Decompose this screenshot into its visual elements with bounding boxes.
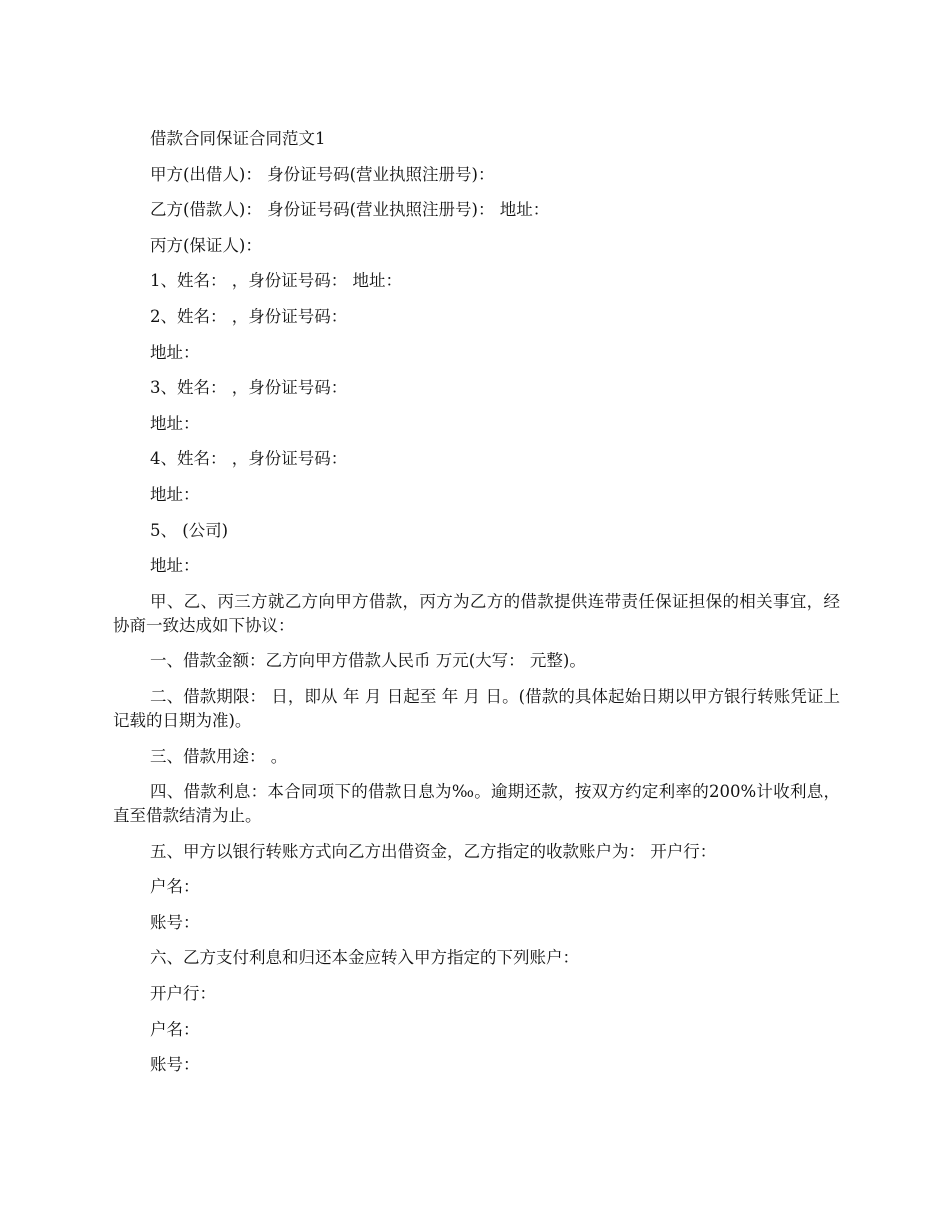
clause-6-repayment: 六、乙方支付利息和归还本金应转入甲方指定的下列账户： [150, 948, 579, 968]
guarantor-2-address-line: 地址： [150, 342, 200, 362]
clause-5-account-name: 户名： [150, 877, 200, 897]
clause-4-interest: 四、借款利息：本合同项下的借款日息为‰。逾期还款，按双方约定利率的200%计收利息，直至借款结清为止。 [113, 782, 840, 826]
guarantor-4-address-line: 地址： [150, 484, 200, 504]
document-page [113, 127, 840, 1089]
guarantor-2-name-line: 2、姓名： ，身份证号码： [150, 306, 348, 326]
preamble-paragraph: 甲、乙、丙三方就乙方向甲方借款，丙方为乙方的借款提供连带责任保证担保的相关事宜，经协商一致达成如下协议： [113, 591, 840, 635]
clause-6-account-number: 账号： [150, 1055, 200, 1075]
party-b-line: 乙方(借款人)： 身份证号码(营业执照注册号)： 地址： [150, 200, 550, 220]
party-c-line: 丙方(保证人)： [150, 235, 262, 255]
guarantor-5-name-line: 5、 (公司) [150, 520, 229, 540]
clause-6-bank: 开户行： [150, 984, 216, 1004]
clause-3-purpose: 三、借款用途： 。 [150, 746, 288, 766]
clause-5-account-number: 账号： [150, 912, 200, 932]
clause-5-transfer: 五、甲方以银行转账方式向乙方出借资金，乙方指定的收款账户为： 开户行： [150, 841, 717, 861]
clause-1-amount: 一、借款金额：乙方向甲方借款人民币 万元(大写： 元整)。 [150, 651, 586, 671]
guarantor-4-name-line: 4、姓名： ，身份证号码： [150, 449, 348, 469]
guarantor-3-name-line: 3、姓名： ，身份证号码： [150, 378, 348, 398]
guarantor-3-address-line: 地址： [150, 413, 200, 433]
guarantor-5-address-line: 地址： [150, 556, 200, 576]
clause-2-term: 二、借款期限： 日，即从 年 月 日起至 年 月 日。(借款的具体起始日期以甲方银行转账凭证上记载的日期为准)。 [113, 686, 840, 730]
guarantor-1-name-line: 1、姓名： ，身份证号码： 地址： [150, 271, 402, 291]
document-title: 借款合同保证合同范文1 [150, 129, 326, 148]
clause-6-account-name: 户名： [150, 1019, 200, 1039]
party-a-line: 甲方(出借人)： 身份证号码(营业执照注册号)： [150, 164, 495, 184]
